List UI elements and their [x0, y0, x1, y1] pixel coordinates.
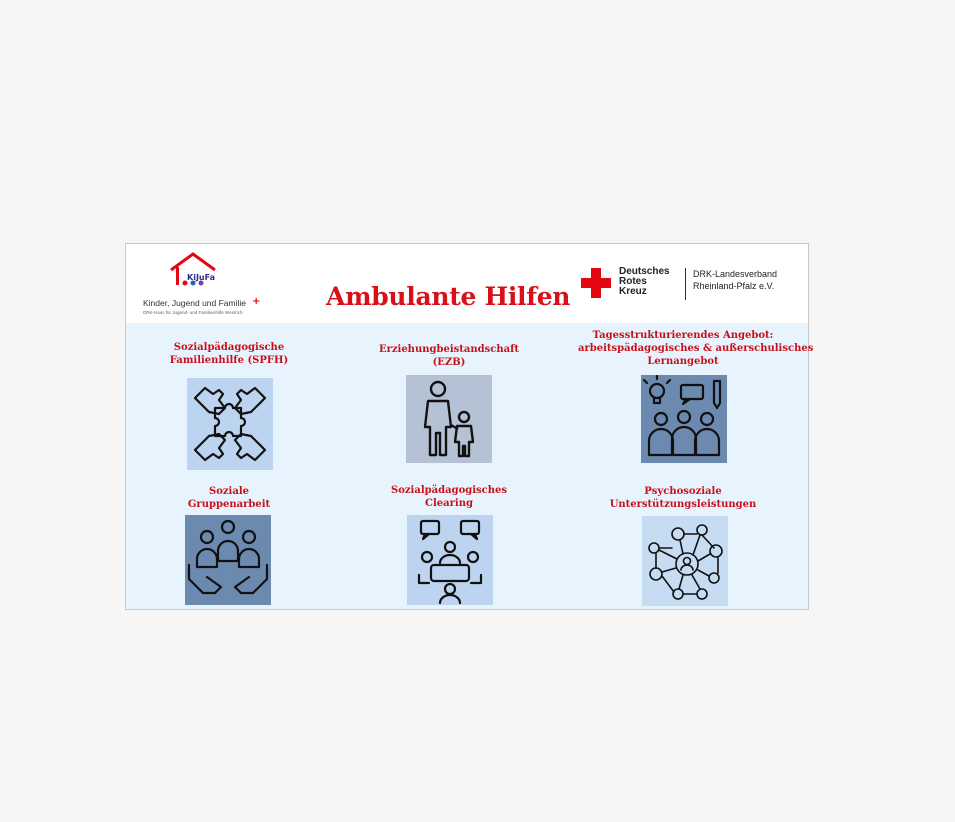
service-label — [374, 343, 524, 369]
service-label-line: Psychosoziale — [644, 486, 722, 497]
parent-child-icon — [406, 375, 492, 463]
service-label-line: Soziale — [208, 486, 249, 497]
services-panel — [126, 323, 814, 609]
network-icon — [642, 516, 728, 606]
service-label-line: Gruppenarbeit — [187, 499, 271, 510]
service-label — [154, 341, 304, 367]
drk-line-1: Deutsches — [619, 266, 670, 277]
service-psychosozial[interactable] — [598, 485, 768, 511]
service-label-line: Erziehungbeistandschaft — [378, 344, 520, 355]
service-label — [598, 485, 768, 511]
service-spfh[interactable] — [154, 341, 304, 367]
service-tagesstruktur[interactable] — [578, 329, 814, 368]
service-label — [154, 485, 304, 511]
service-label — [578, 329, 814, 368]
kijufa-abbreviation: KiJuFa — [187, 273, 216, 282]
service-ezb[interactable] — [374, 343, 524, 369]
service-label-line: Tagesstrukturierendes Angebot: — [592, 330, 774, 341]
kijufa-logo — [141, 252, 261, 318]
service-label — [374, 484, 524, 510]
service-label-line: Familienhilfe (SPFH) — [169, 355, 289, 366]
service-label-line: Sozialpädagogisches — [390, 485, 508, 496]
drk-wordmark — [619, 267, 670, 297]
drk-regional-line-1: DRK-Landesverband — [693, 269, 778, 279]
service-label-line: Clearing — [425, 498, 473, 509]
meeting-table-icon — [407, 515, 493, 605]
service-label-line: Sozialpädagogische — [173, 342, 285, 353]
drk-regional-name — [693, 268, 777, 292]
service-label-line: Unterstützungsleistungen — [609, 499, 757, 510]
drk-line-2: Rotes — [619, 276, 647, 287]
puzzle-hands-icon — [187, 378, 273, 470]
kijufa-subtitle: DRK-Haus für Jugend- und Familienhilfe Westrich — [143, 310, 243, 315]
drk-regional-line-2: Rheinland-Pfalz e.V. — [693, 281, 775, 291]
service-clearing[interactable] — [374, 484, 524, 510]
service-gruppenarbeit[interactable] — [154, 485, 304, 511]
ambulante-hilfen-card — [125, 243, 814, 610]
kijufa-name: Kinder, Jugend und Familie — [143, 298, 247, 308]
service-label-line: arbeitspädagogisches & außerschulisches — [578, 343, 814, 354]
service-label-line: (EZB) — [432, 357, 466, 368]
kijufa-cross-icon: + — [252, 296, 261, 307]
header — [126, 244, 808, 323]
drk-line-3: Kreuz — [619, 286, 647, 297]
drk-logo — [571, 266, 793, 306]
group-hands-icon — [185, 515, 271, 605]
red-cross-icon — [581, 268, 611, 298]
service-label-line: Lernangebot — [647, 356, 719, 367]
drk-divider — [685, 268, 686, 300]
learning-group-icon — [641, 375, 727, 463]
page-title: Ambulante Hilfen — [326, 282, 571, 311]
